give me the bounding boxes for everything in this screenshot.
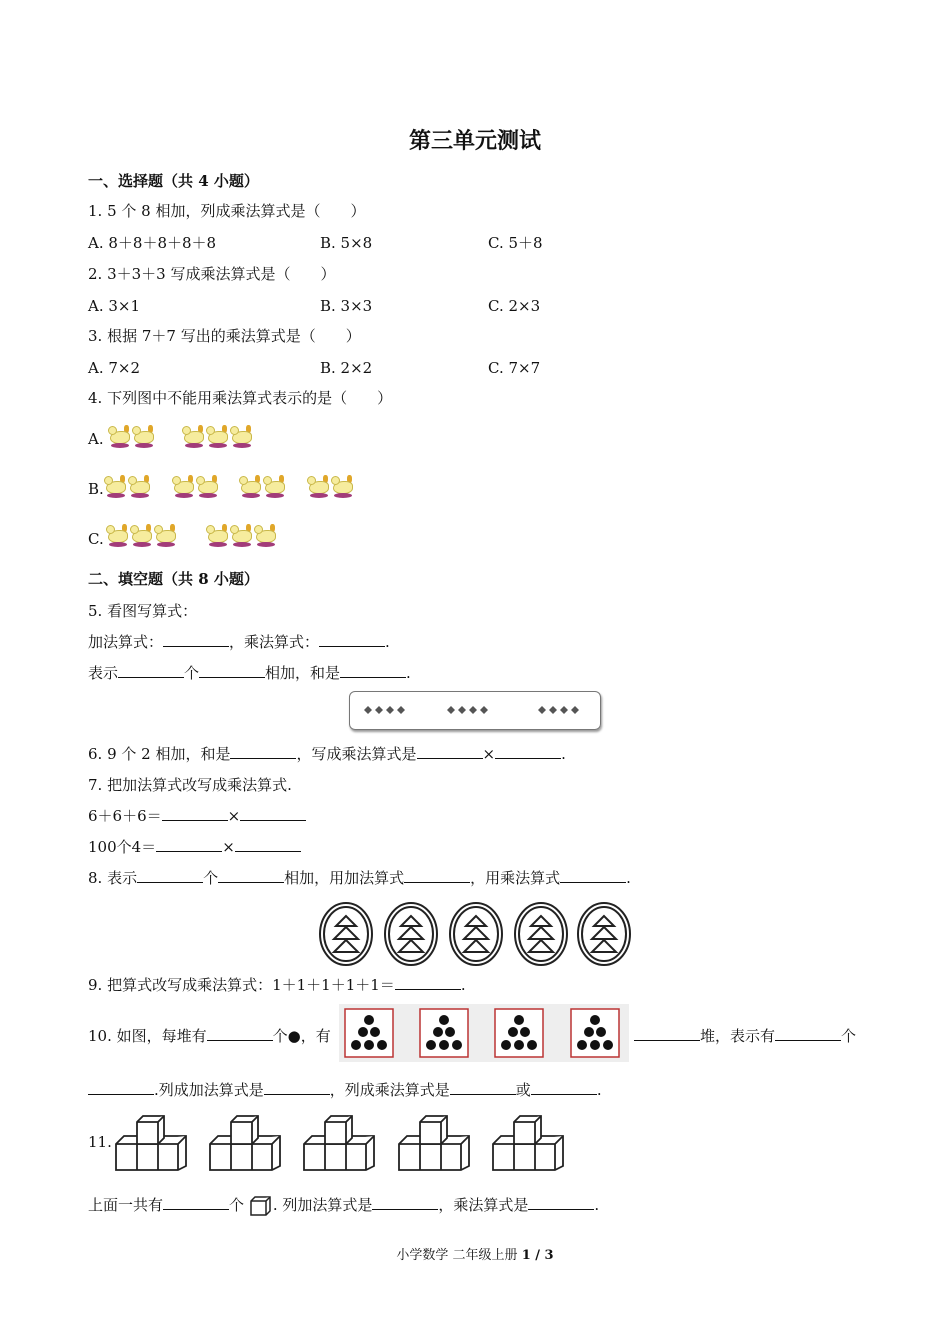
- answer-blank[interactable]: [372, 1195, 438, 1210]
- answer-blank[interactable]: [404, 868, 470, 883]
- answer-blank[interactable]: [218, 868, 284, 883]
- answer-blank[interactable]: [88, 1080, 154, 1095]
- answer-blank[interactable]: [634, 1026, 700, 1041]
- question-4-option-b[interactable]: B.: [88, 480, 104, 498]
- answer-blank[interactable]: [417, 744, 483, 759]
- question-3-stem: 3. 根据 7＋7 写出的乘法算式是（ ）: [88, 327, 361, 345]
- cube-stacks-figure: [114, 1114, 574, 1172]
- question-2-option-b[interactable]: B. 3×3: [320, 297, 373, 315]
- answer-blank[interactable]: [199, 663, 265, 678]
- question-5-line-2: 表示 个 相加，和是 .: [88, 664, 411, 682]
- question-1-option-c[interactable]: C. 5＋8: [488, 234, 543, 252]
- question-7-row-2: 100个4＝ ×: [88, 837, 301, 857]
- answer-blank[interactable]: [207, 1026, 273, 1041]
- question-9: 9. 把算式改写成乘法算式：1＋1＋1＋1＋1＝ .: [88, 976, 466, 994]
- answer-blank[interactable]: [495, 744, 561, 759]
- question-10-line-2: .列成加法算式是 ，列成乘法算式是 或 .: [88, 1080, 602, 1100]
- answer-blank[interactable]: [163, 1195, 229, 1210]
- page-footer: 小学数学 二年级上册 1 / 3: [396, 1248, 554, 1263]
- answer-blank[interactable]: [531, 1080, 597, 1095]
- answer-blank[interactable]: [528, 1195, 594, 1210]
- answer-blank[interactable]: [319, 632, 385, 647]
- answer-blank[interactable]: [162, 806, 228, 821]
- question-2-option-c[interactable]: C. 2×3: [488, 297, 541, 315]
- question-10-line-1b: 堆，表示有 个: [634, 1026, 856, 1046]
- answer-blank[interactable]: [340, 663, 406, 678]
- answer-blank[interactable]: [235, 837, 301, 852]
- question-7-row-1: 6＋6＋6＝ ×: [88, 806, 306, 826]
- diamond-groups-figure: [349, 691, 601, 730]
- question-5-stem: 5. 看图写算式：: [88, 602, 198, 620]
- question-4-option-c[interactable]: C.: [88, 530, 104, 548]
- question-11-number: 11.: [88, 1133, 112, 1151]
- triangle-ovals-figure: [316, 900, 636, 968]
- answer-blank[interactable]: [775, 1026, 841, 1041]
- section-heading-fill: 二、填空题（共 8 小题）: [88, 570, 259, 588]
- question-1-option-a[interactable]: A. 8＋8＋8＋8＋8: [88, 234, 217, 252]
- question-10-line-1a: 10. 如图，每堆有 个●，有: [88, 1027, 331, 1045]
- answer-blank[interactable]: [137, 868, 203, 883]
- question-1-stem: 1. 5 个 8 相加，列成乘法算式是（ ）: [88, 202, 366, 220]
- answer-blank[interactable]: [156, 837, 222, 852]
- answer-blank[interactable]: [163, 632, 229, 647]
- answer-blank[interactable]: [264, 1080, 330, 1095]
- page-number: 1 / 3: [521, 1248, 554, 1263]
- hens-group-b: [104, 473, 355, 505]
- diamond-icon-groups: [350, 692, 600, 729]
- question-4-option-a[interactable]: A.: [88, 430, 104, 448]
- answer-blank[interactable]: [450, 1080, 516, 1095]
- hens-group-a: [108, 423, 254, 455]
- section-heading-choice: 一、选择题（共 4 小题）: [88, 172, 259, 190]
- question-8: 8. 表示 个 相加，用加法算式 ，用乘法算式 .: [88, 869, 631, 887]
- question-11-line: 上面一共有 个 . 列加法算式是 ，乘法算式是 .: [88, 1195, 599, 1217]
- answer-blank[interactable]: [230, 744, 296, 759]
- hens-group-c: [106, 522, 278, 554]
- question-2-stem: 2. 3＋3＋3 写成乘法算式是（ ）: [88, 265, 336, 283]
- question-7-stem: 7. 把加法算式改写成乘法算式.: [88, 776, 292, 794]
- question-1-option-b[interactable]: B. 5×8: [320, 234, 373, 252]
- page-title: 第三单元测试: [408, 128, 541, 154]
- question-5-line-1: 加法算式： ，乘法算式： .: [88, 633, 390, 651]
- question-3-option-a[interactable]: A. 7×2: [88, 359, 141, 377]
- dot-heaps-figure: [344, 1008, 626, 1058]
- answer-blank[interactable]: [118, 663, 184, 678]
- answer-blank[interactable]: [395, 975, 461, 990]
- answer-blank[interactable]: [240, 806, 306, 821]
- question-2-option-a[interactable]: A. 3×1: [88, 297, 141, 315]
- cube-icon: [249, 1195, 273, 1217]
- question-4-stem: 4. 下列图中不能用乘法算式表示的是（ ）: [88, 389, 393, 407]
- question-6: 6. 9 个 2 相加，和是 ，写成乘法算式是 × .: [88, 745, 566, 763]
- question-3-option-b[interactable]: B. 2×2: [320, 359, 373, 377]
- question-3-option-c[interactable]: C. 7×7: [488, 359, 541, 377]
- answer-blank[interactable]: [560, 868, 626, 883]
